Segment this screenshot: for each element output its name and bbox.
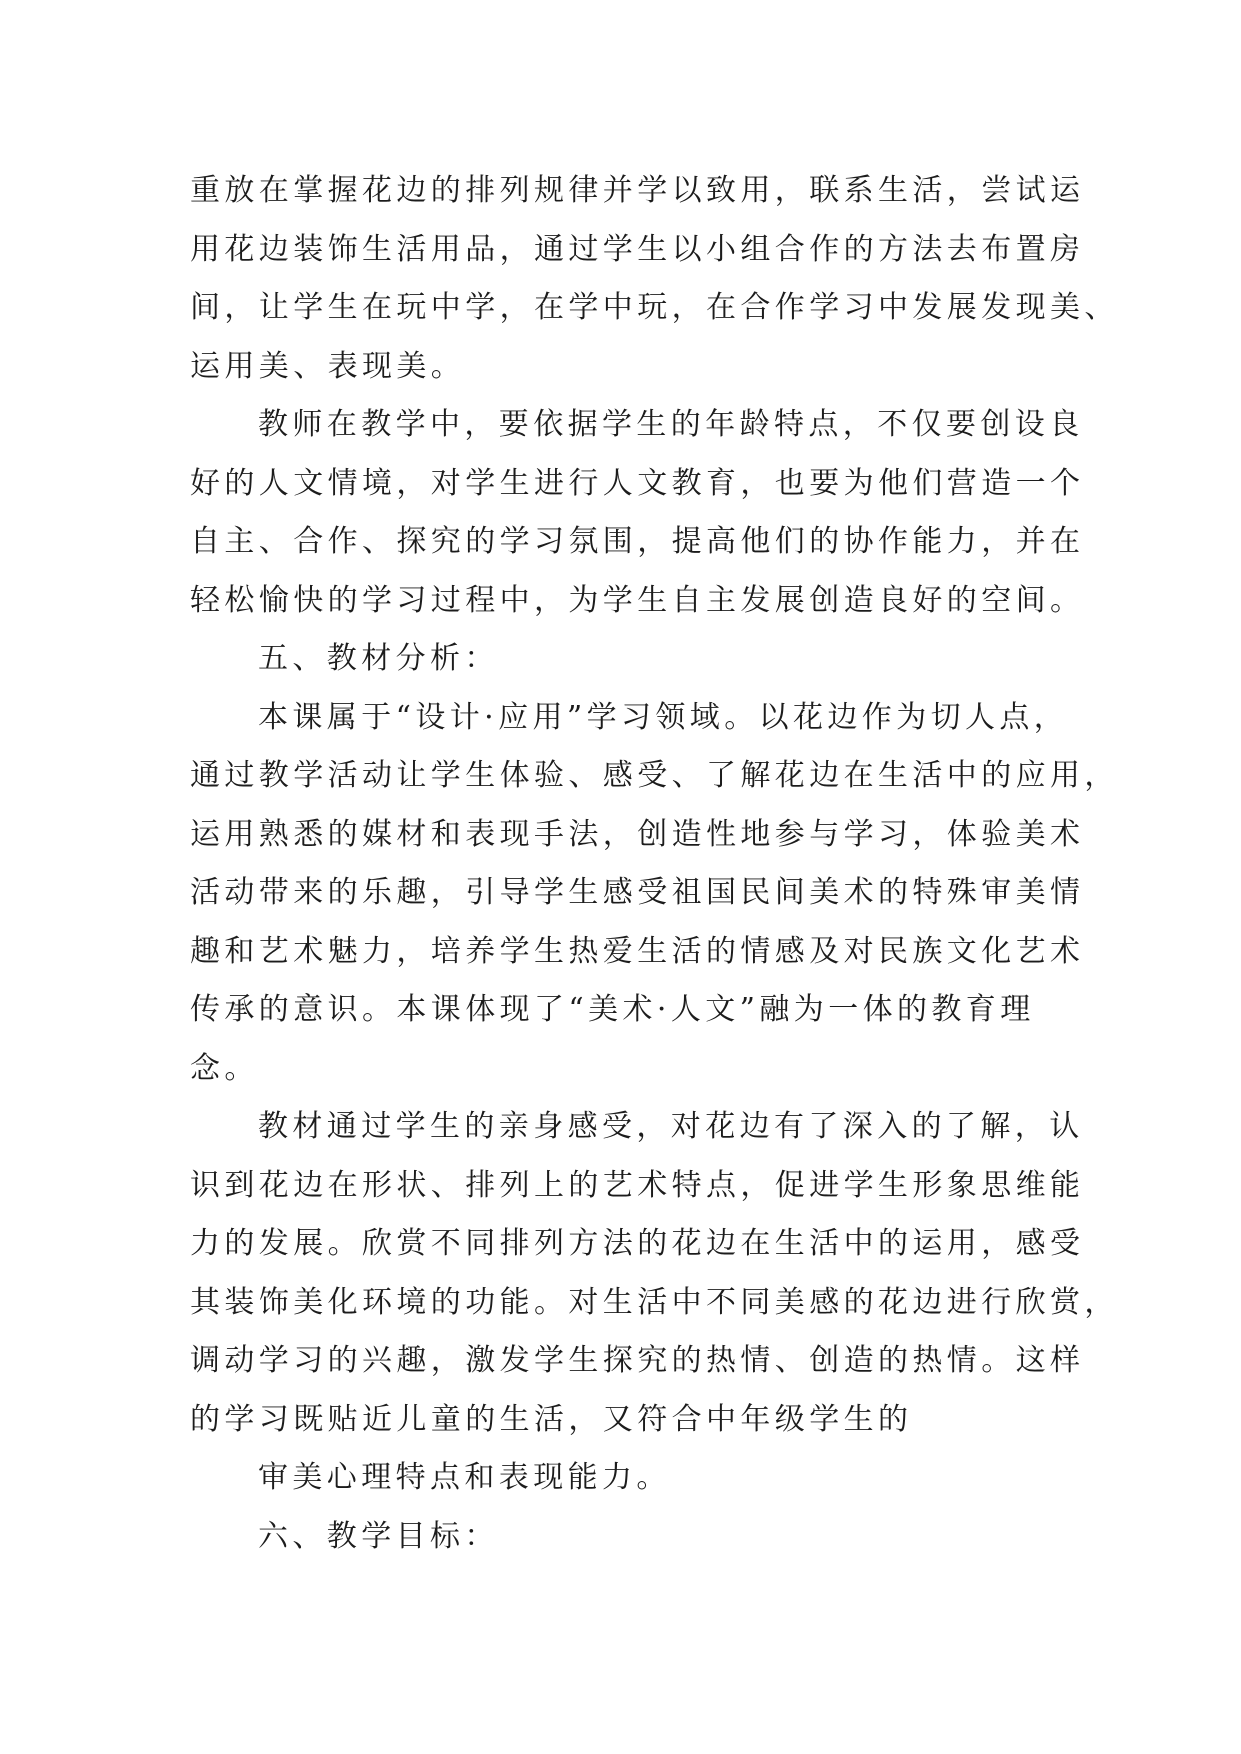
text-line: 间，让学生在玩中学，在学中玩，在合作学习中发展发现美、 <box>190 290 1119 325</box>
text-line: 念。 <box>190 1050 259 1086</box>
body-text <box>190 162 1119 1566</box>
text-line: 重放在掌握花边的排列规律并学以致用，联系生活，尝试运 <box>190 173 1085 208</box>
paragraph-first-line: 教师在教学中，要依据学生的年龄特点，不仅要创设良 <box>258 407 1084 442</box>
paragraph-first-line: 本课属于“设计·应用”学习领域。以花边作为切人点， <box>258 699 1069 735</box>
text-line: 其装饰美化环境的功能。对生活中不同美感的花边进行欣赏， <box>190 1284 1119 1320</box>
text-line: 活动带来的乐趣，引导学生感受祖国民间美术的特殊审美情 <box>190 875 1085 910</box>
text-line: 轻松愉快的学习过程中，为学生自主发展创造良好的空间。 <box>190 582 1085 618</box>
text-line: 趣和艺术魅力，培养学生热爱生活的情感及对民族文化艺术 <box>190 933 1085 969</box>
text-line: 运用美、表现美。 <box>190 348 466 384</box>
text-line: 调动学习的兴趣，激发学生探究的热情、创造的热情。这样 <box>190 1343 1085 1378</box>
text-line: 用花边装饰生活用品，通过学生以小组合作的方法去布置房 <box>190 231 1085 267</box>
text-line: 力的发展。欣赏不同排列方法的花边在生活中的运用，感受 <box>190 1226 1085 1261</box>
paragraph-first-line: 教材通过学生的亲身感受，对花边有了深入的了解，认 <box>258 1109 1084 1144</box>
text-line: 的学习既贴近儿童的生活，又符合中年级学生的 <box>190 1401 913 1437</box>
text-line: 传承的意识。本课体现了“美术·人文”融为一体的教育理 <box>190 992 1035 1027</box>
text-line: 识到花边在形状、排列上的艺术特点，促进学生形象思维能 <box>190 1167 1085 1203</box>
text-line: 运用熟悉的媒材和表现手法，创造性地参与学习，体验美术 <box>190 816 1085 852</box>
paragraph-first-line: 审美心理特点和表现能力。 <box>258 1460 671 1495</box>
text-line: 好的人文情境，对学生进行人文教育，也要为他们营造一个 <box>190 465 1085 501</box>
section-heading: 五、教材分析： <box>258 641 499 676</box>
text-line: 通过教学活动让学生体验、感受、了解花边在生活中的应用， <box>190 758 1119 793</box>
text-line: 自主、合作、探究的学习氛围，提高他们的协作能力，并在 <box>190 524 1085 559</box>
section-heading: 六、教学目标： <box>258 1518 499 1554</box>
